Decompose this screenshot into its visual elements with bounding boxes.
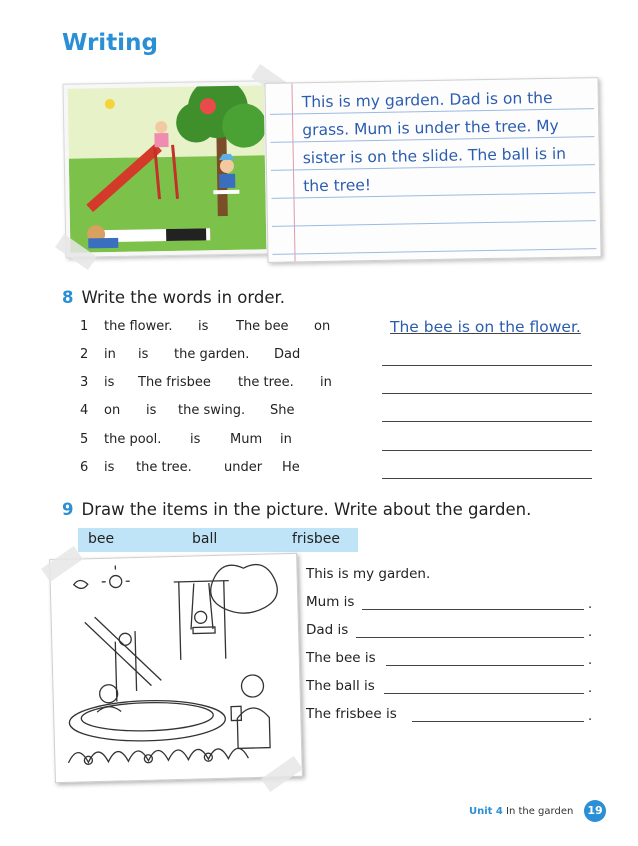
writing-line[interactable] [356,637,584,638]
example-answer: The bee is on the flower. [390,318,581,336]
word: is [138,347,149,362]
word: on [104,403,121,418]
answer-line[interactable] [382,365,592,366]
word: is [146,403,157,418]
garden-photo [62,80,271,258]
row-number: 2 [80,347,89,362]
word-box [78,528,358,552]
word: the flower. [104,319,173,334]
word-box-item: ball [192,531,218,547]
writing-line[interactable] [386,665,584,666]
full-stop: . [588,653,593,668]
word: in [280,432,292,447]
note-margin-line [291,83,295,261]
answer-line[interactable] [382,393,592,394]
footer-unit-title: In the garden [506,806,574,817]
sentence-starter: Dad is [306,622,349,638]
note-rule [272,248,596,255]
garden-scene-illustration [68,85,267,252]
exercise-8-title [62,288,285,307]
word: Mum [230,432,263,447]
word: on [314,319,331,334]
word: the tree. [238,375,294,390]
word: the swing. [178,403,246,418]
note-text-line: This is my garden. Dad is on the [301,88,553,112]
exercise-instruction: Write the words in order. [81,288,286,307]
row-number: 4 [80,403,89,418]
word: She [270,403,295,418]
colouring-picture [49,553,303,783]
note-text-line: the tree! [303,176,372,196]
sentence-starter: The frisbee is [306,706,397,722]
exercise-9-title [62,500,531,519]
row-number: 3 [80,375,89,390]
word: the tree. [136,460,192,475]
writing-line[interactable] [384,693,584,694]
note-rule [272,220,596,227]
word: the pool. [104,432,162,447]
row-number: 5 [80,432,89,447]
sentence-starter: Mum is [306,594,355,610]
word: The bee [236,319,289,334]
row-number: 6 [80,460,89,475]
writing-line[interactable] [362,609,584,610]
handwritten-note [264,77,601,263]
word: in [320,375,332,390]
exercise-number: 9 [62,500,74,519]
word: is [198,319,209,334]
word: is [104,375,115,390]
page-number: 19 [584,800,606,822]
answer-line[interactable] [382,450,592,451]
full-stop: . [588,597,593,612]
exercise-number: 8 [62,288,74,307]
row-number: 1 [80,319,89,334]
writing-line[interactable] [412,721,584,722]
sentence-starter: The ball is [306,678,375,694]
word-box-item: frisbee [292,531,340,547]
note-text-line: grass. Mum is under the tree. My [302,116,559,140]
word: in [104,347,116,362]
word-box-item: bee [88,531,115,547]
full-stop: . [588,625,593,640]
word: The frisbee [138,375,211,390]
word: He [282,460,300,475]
word: is [104,460,115,475]
full-stop: . [588,681,593,696]
note-text-line: sister is on the slide. The ball is in [302,144,567,168]
sentence-starter: This is my garden. [306,566,431,582]
word: is [190,432,201,447]
answer-line[interactable] [382,478,592,479]
word: under [224,460,263,475]
footer-unit-label: Unit 4 [469,806,503,817]
word: the garden. [174,347,250,362]
exercise-instruction: Draw the items in the picture. Write about the garden. [81,500,532,519]
word: Dad [274,347,301,362]
answer-line[interactable] [382,421,592,422]
page-heading: Writing [62,30,158,56]
full-stop: . [588,709,593,724]
garden-outline-illustration [53,557,299,779]
sentence-starter: The bee is [306,650,376,666]
